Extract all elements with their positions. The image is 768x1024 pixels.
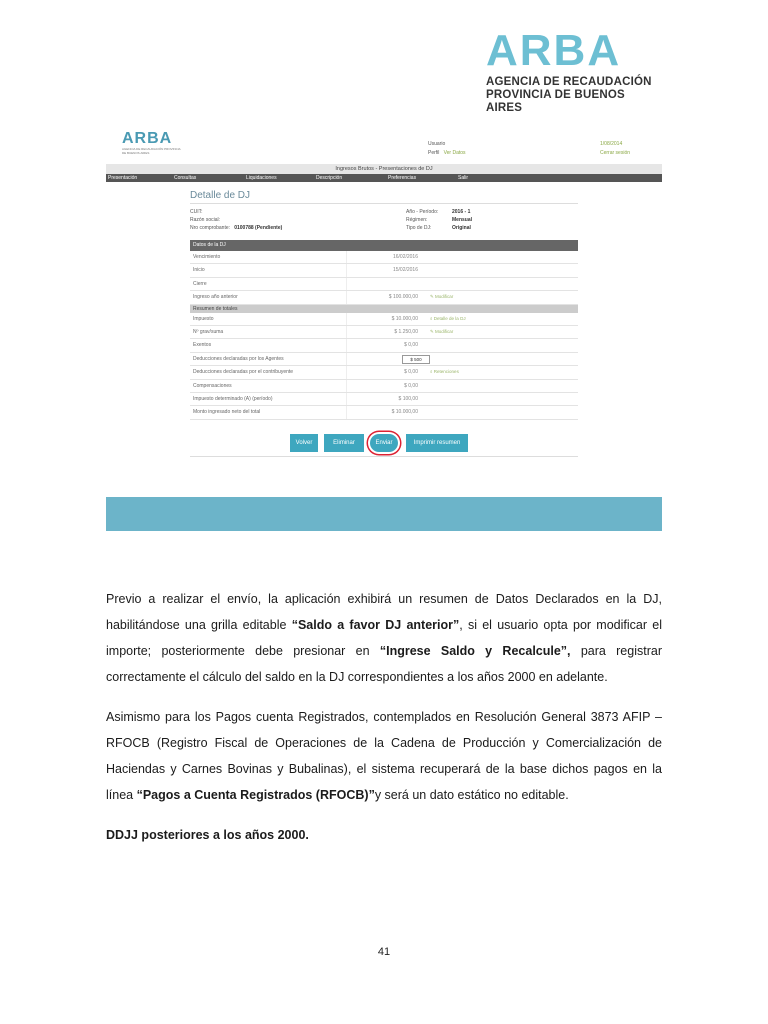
logo-line-2: PROVINCIA DE BUENOS AIRES <box>486 89 625 114</box>
app-title-bar: Ingresos Brutos - Presentaciones de DJ <box>106 164 662 174</box>
meta-comprobante-value: 0100788 (Pendiente) <box>234 225 283 231</box>
row-label: Vencimiento <box>193 254 221 260</box>
nav-item-consultas[interactable]: Consultas <box>174 175 197 181</box>
pencil-icon: ✎ <box>430 328 434 334</box>
nav-item-liquidaciones[interactable]: Liquidaciones <box>246 175 277 181</box>
p2-bold-a: “Pagos a Cuenta Registrados (RFOCB)” <box>136 788 375 802</box>
row-value: $ 10.000,00 <box>391 409 418 416</box>
row-label: Ingreso año anterior <box>193 294 238 301</box>
row-label: Inicio <box>193 267 205 274</box>
row-value: $ 0,00 <box>404 369 418 376</box>
panel-bottom-divider <box>190 456 578 457</box>
app-logo-sub: AGENCIA DE RECAUDACIÓN PROVINCIA DE BUENOS AIRES <box>122 147 181 155</box>
meta-regimen-label: Régimen: <box>406 217 428 223</box>
row-label: Compensaciones <box>193 382 232 389</box>
table-row <box>190 278 578 291</box>
panel-divider <box>190 203 578 204</box>
app-logo-word: ARBA <box>122 130 173 147</box>
meta-comprobante-label: Nro comprobante: <box>190 225 231 231</box>
user-label: Usuario <box>428 141 446 147</box>
p1-text-a: Previo a realizar el envío, la aplicación exhibirá un resumen de Datos Declarados en la DJ, habilitándose una grilla editable <box>106 592 662 632</box>
caption-bar <box>106 497 662 531</box>
edit-link[interactable] <box>430 291 453 303</box>
app-nav-bar <box>106 174 662 182</box>
magnifier-icon: ⌕ <box>430 315 433 321</box>
row-value: $ 100.000,00 <box>388 294 418 301</box>
row-label: Cierre <box>193 280 207 287</box>
session-info <box>600 140 630 158</box>
meta-left <box>190 208 282 232</box>
agents-deductions-input[interactable]: $ 500 <box>402 355 430 364</box>
role-value: Ver Datos <box>443 150 466 156</box>
table-row <box>190 264 578 277</box>
p2-text-b: y será un dato estático no editable. <box>374 788 569 802</box>
user-info <box>428 140 466 158</box>
meta-tipo-label: Tipo de DJ: <box>406 225 432 231</box>
p2-text-a: Asimismo para los Pagos cuenta Registrados, contemplados en Resolución General 3873 AFIP – RFOCB (Registro Fiscal de Operaciones de la Cadena de Producción y Comercialización de Haciendas y Carnes Bovinas y Bubalinas), el sistema recuperará de la base dichos pagos en la línea <box>106 710 662 802</box>
table-row <box>190 380 578 393</box>
edit-link-label: Modificar <box>435 328 454 334</box>
row-value: $ 0,00 <box>404 342 418 349</box>
row-value: $ 1.250,00 <box>394 328 418 335</box>
table-row <box>190 406 578 419</box>
action-buttons <box>106 434 662 452</box>
table-row <box>190 326 578 339</box>
retenciones-link-label: Retenciones <box>433 369 459 375</box>
table-row <box>190 313 578 326</box>
eliminar-button[interactable]: Eliminar <box>324 434 364 452</box>
detail-link-label: Detalle de la DJ <box>433 315 466 321</box>
row-label: Nº grav/suma <box>193 328 224 335</box>
role-label: Perfil <box>428 150 440 156</box>
logout-link[interactable]: Cerrar sesión <box>600 150 631 156</box>
edit-link-label: Modificar <box>435 294 454 300</box>
table-row <box>190 366 578 379</box>
nav-item-presentacion[interactable]: Presentación <box>108 175 138 181</box>
edit-link[interactable] <box>430 326 453 338</box>
table-row <box>190 353 578 366</box>
nav-item-descripcion[interactable]: Descripción <box>316 175 343 181</box>
pencil-icon: ✎ <box>430 294 434 300</box>
p1-bold-b: “Ingrese Saldo y Recalcule”, <box>379 644 571 658</box>
retenciones-link[interactable] <box>430 366 459 378</box>
page-number: 41 <box>377 946 391 958</box>
logo-line-1: AGENCIA DE RECAUDACIÓN <box>486 76 652 88</box>
meta-regimen-value: Mensual <box>452 217 473 223</box>
enviar-button[interactable]: Enviar <box>370 434 398 452</box>
paragraph-3 <box>106 822 662 848</box>
table-row <box>190 393 578 406</box>
row-label: Monto ingresado neto del total <box>193 409 261 416</box>
row-label: Impuesto determinado (A) (período) <box>193 395 273 402</box>
table-row <box>190 251 578 264</box>
meta-tipo-value: Original <box>452 225 471 231</box>
row-value: 15/02/2016 <box>392 267 418 274</box>
meta-razon-label: Razón social: <box>190 217 221 223</box>
application-screenshot <box>106 128 662 528</box>
nav-item-salir[interactable]: Salir <box>458 175 469 181</box>
detail-link[interactable] <box>430 313 466 325</box>
meta-periodo-value: 2016 - 1 <box>452 209 471 215</box>
panel-title: Detalle de DJ <box>190 190 251 201</box>
table-row <box>190 291 578 304</box>
meta-periodo-label: Año - Período: <box>406 209 439 215</box>
row-label: Deducciones declaradas por los Agentes <box>193 355 284 362</box>
session-date: 1/08/2014 <box>600 141 623 147</box>
meta-right-labels <box>406 208 438 232</box>
paragraph-2 <box>106 704 662 808</box>
p1-bold-a: “Saldo a favor DJ anterior” <box>291 618 460 632</box>
p1-text-b: , si el usuario opta por modificar el importe; posteriormente debe presionar en <box>106 618 662 658</box>
dj-detail-panel <box>190 184 578 456</box>
row-value: $ 0,00 <box>404 382 418 389</box>
nav-item-preferencias[interactable]: Preferencias <box>388 175 417 181</box>
row-value: 16/02/2016 <box>392 254 418 260</box>
p1-text-c: para registrar correctamente el cálculo del saldo en la DJ correspondientes a los años 2000 en adelante. <box>106 644 662 684</box>
magnifier-icon: ⌕ <box>430 369 433 375</box>
grid-section-header: Resumen de totales <box>190 305 578 313</box>
row-value: $ 100,00 <box>398 395 418 402</box>
volver-button[interactable]: Volver <box>290 434 318 452</box>
paragraph-1 <box>106 586 662 690</box>
logo-wordmark: ARBA <box>486 26 622 75</box>
meta-right-values <box>452 208 472 232</box>
imprimir-resumen-button[interactable]: Imprimir resumen <box>406 434 468 452</box>
grid-header: Datos de la DJ <box>190 240 578 251</box>
row-label: Deducciones declaradas por el contribuyente <box>193 369 294 376</box>
p3-bold: DDJJ posteriores a los años 2000. <box>106 828 309 842</box>
row-label: Impuesto <box>193 315 214 322</box>
dj-data-grid <box>190 240 578 420</box>
meta-cuit-label: CUIT: <box>190 209 203 215</box>
row-label: Exentos <box>193 342 212 349</box>
app-logo <box>122 130 182 155</box>
table-row <box>190 339 578 352</box>
arba-logo <box>486 26 656 115</box>
row-value: $ 10.000,00 <box>391 315 418 322</box>
